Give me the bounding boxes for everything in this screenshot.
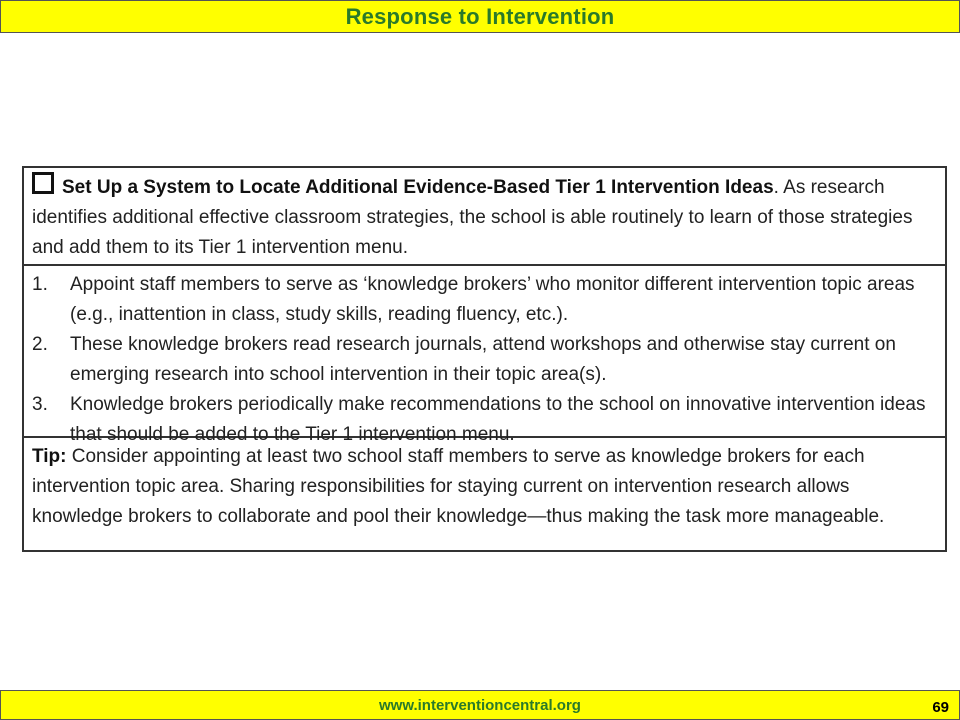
heading-description: . As research identifies additional effective classroom strategies, the school is able routinely to learn of those strategies and add them to its Tier 1 intervention menu. <box>32 177 913 258</box>
document-box <box>22 166 947 552</box>
tip-text: Consider appointing at least two school staff members to serve as knowledge brokers for each intervention topic area. Sharing responsibilities for staying current on intervention research allows knowledge brokers to collaborate and pool their knowledge—thus making the task more manageable. <box>32 446 885 527</box>
step-text: These knowledge brokers read research journals, attend workshops and otherwise stay current on emerging research into school intervention in their topic area(s). <box>70 334 896 385</box>
heading-bold: Set Up a System to Locate Additional Evidence-Based Tier 1 Intervention Ideas <box>62 177 774 198</box>
checkbox-icon <box>32 172 54 194</box>
step-item <box>32 270 933 330</box>
tip-label: Tip: <box>32 446 67 467</box>
footer-bar <box>0 690 960 720</box>
page-title: Response to Intervention <box>345 4 615 29</box>
page-number: 69 <box>932 699 949 716</box>
step-text: Knowledge brokers periodically make recommendations to the school on innovative intervention ideas that should be added to the Tier 1 intervention menu. <box>70 394 926 445</box>
steps-section <box>24 266 945 445</box>
heading-section <box>24 168 945 266</box>
step-number: 1. <box>32 274 48 295</box>
step-item <box>32 390 933 450</box>
step-item <box>32 330 933 390</box>
header-bar <box>0 0 960 33</box>
footer-url: www.interventioncentral.org <box>379 697 581 714</box>
step-number: 2. <box>32 334 48 355</box>
step-text: Appoint staff members to serve as ‘knowledge brokers’ who monitor different intervention topic areas (e.g., inattention in class, study skills, reading fluency, etc.). <box>70 274 915 325</box>
tip-section <box>24 438 945 532</box>
step-number: 3. <box>32 394 48 415</box>
